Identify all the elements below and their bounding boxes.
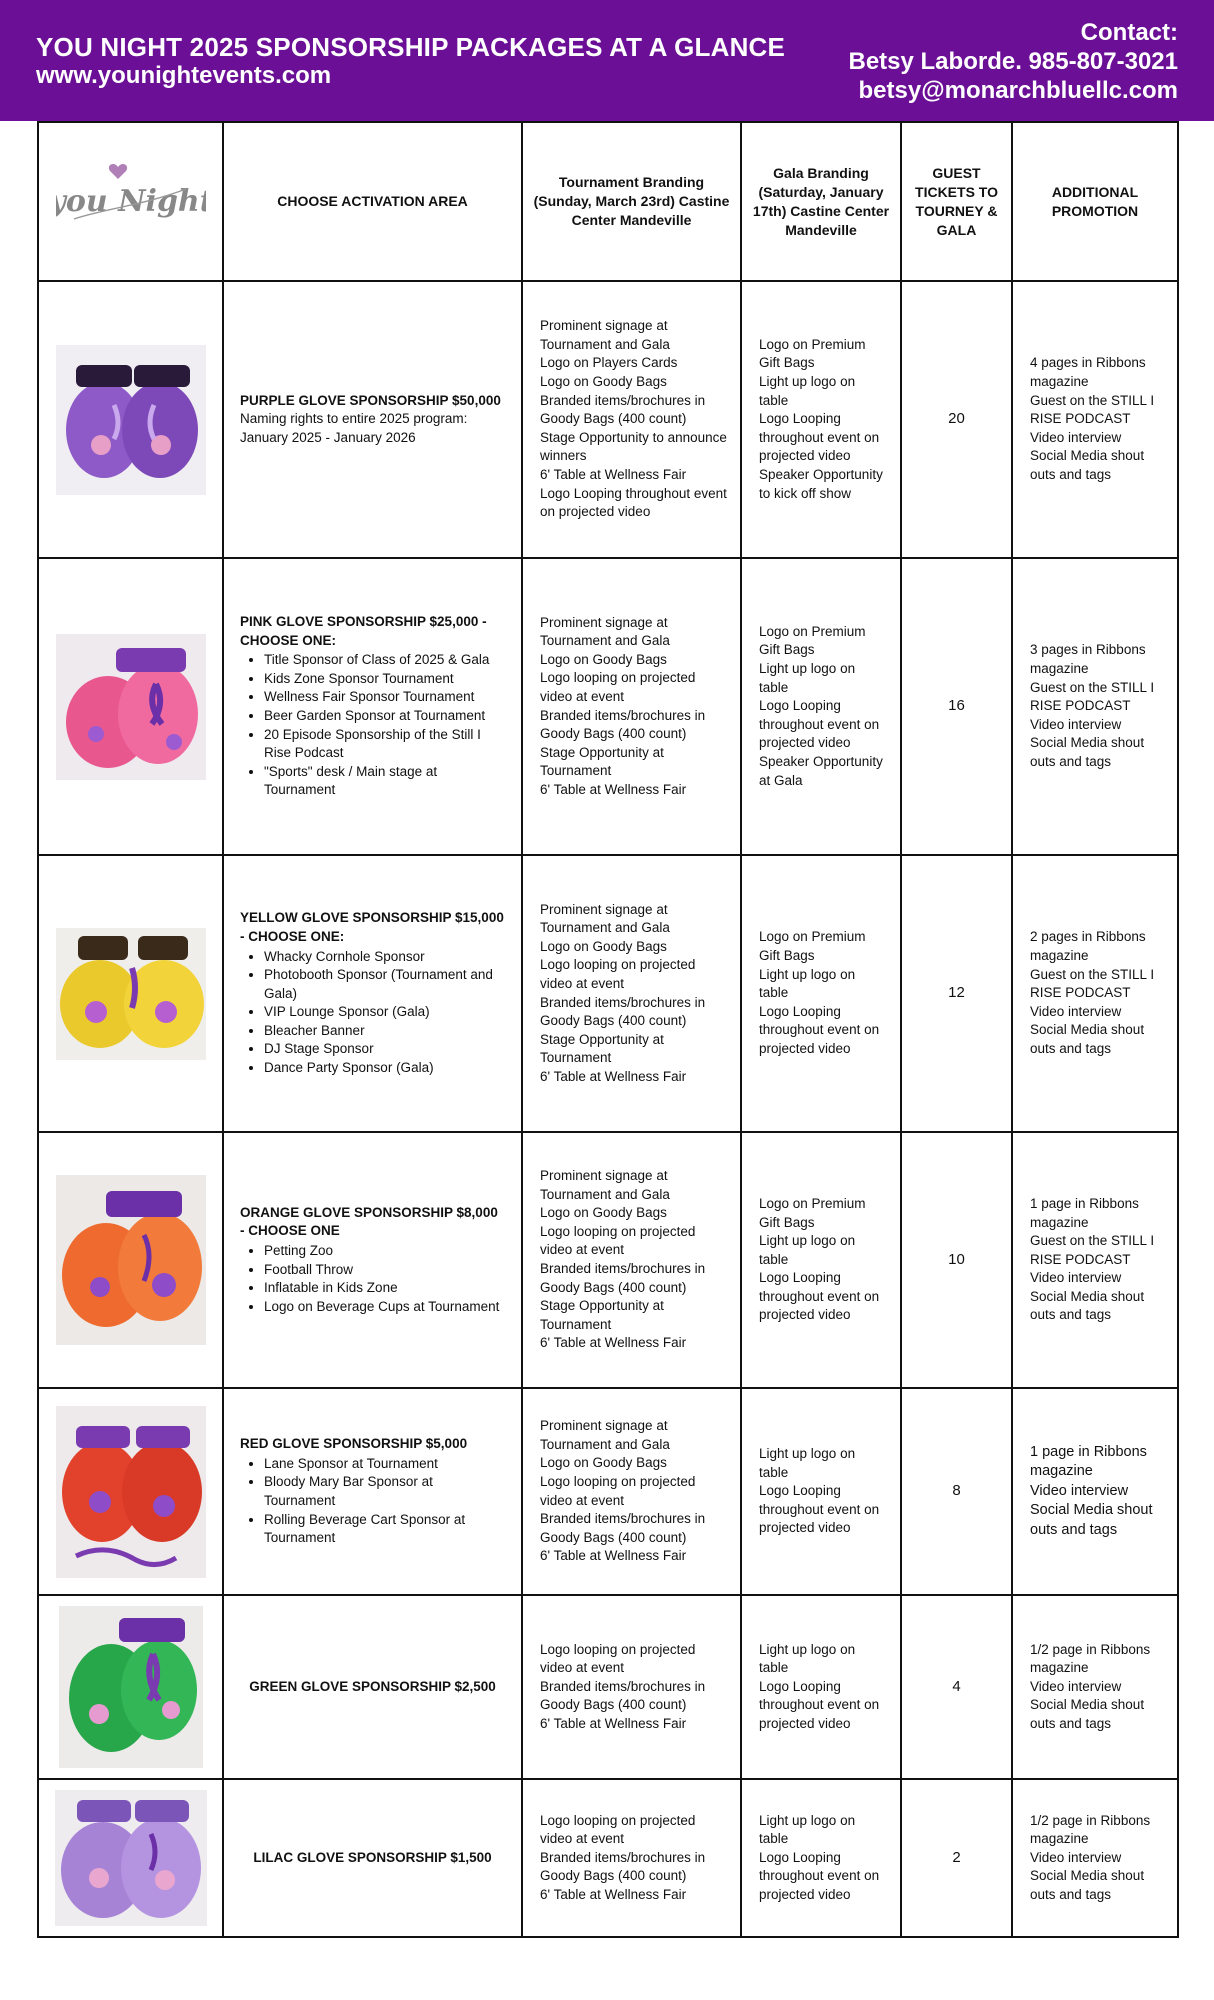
table-row (38, 1388, 1178, 1595)
gala-cell (741, 1779, 901, 1937)
logo-cell (38, 122, 223, 281)
tournament-item: Logo looping on projected video at event (540, 1641, 696, 1676)
promotion-cell (1012, 558, 1178, 855)
gala-item: Logo Looping throughout event on projected video (759, 411, 880, 464)
column-gala: Gala Branding (Saturday, January 17th) Castine Center Mandeville (741, 122, 901, 281)
package-cell (223, 558, 522, 855)
column-activation: CHOOSE ACTIVATION AREA (223, 122, 522, 281)
gala-item: Light up logo on table (759, 1446, 856, 1480)
tournament-item: Logo looping on projected video at event (540, 957, 696, 991)
promotion-item: Social Media shout outs and tags (1030, 1697, 1145, 1731)
promotion-item: Social Media shout outs and tags (1030, 448, 1145, 482)
package-option: • Football Throw (264, 1261, 505, 1280)
glove-image-cell (38, 1595, 223, 1779)
tournament-item: 6' Table at Wellness Fair (540, 1548, 687, 1564)
package-option: • VIP Lounge Sponsor (Gala) (264, 1003, 505, 1022)
website-link[interactable]: www.younightevents.com (36, 62, 332, 89)
package-name: PURPLE GLOVE SPONSORSHIP $50,000 (240, 392, 501, 408)
tickets-count: 2 (901, 1779, 1012, 1937)
package-option: • Title Sponsor of Class of 2025 & Gala (264, 651, 505, 670)
promotion-item: 1 page in Ribbons magazine (1030, 1195, 1139, 1230)
gala-item: Light up logo on table (759, 374, 856, 408)
promotion-item: Social Media shout outs and tags (1030, 1288, 1145, 1323)
tournament-item: 6' Table at Wellness Fair (540, 1886, 687, 1902)
package-option: • Logo on Beverage Cups at Tournament (264, 1298, 505, 1317)
gala-item: Logo Looping throughout event on projected video (759, 698, 880, 751)
tournament-item: Logo on Goody Bags (540, 1205, 667, 1221)
orange-glove-image (56, 1175, 206, 1345)
tournament-item: Stage Opportunity at Tournament (540, 744, 664, 779)
package-name: ORANGE GLOVE SPONSORSHIP $8,000 - CHOOSE ONE (240, 1204, 498, 1239)
lilac-glove-image (55, 1790, 207, 1926)
contact-block (848, 18, 1178, 105)
promotion-cell (1012, 855, 1178, 1132)
tournament-item: Branded items/brochures in Goody Bags (400 count) (540, 392, 706, 427)
gala-item: Light up logo on table (759, 1812, 856, 1847)
gala-item: Speaker Opportunity at Gala (759, 753, 883, 788)
purple-glove-image (56, 345, 206, 495)
tournament-item: Logo Looping throughout event on projected video (540, 485, 727, 520)
tournament-item: 6' Table at Wellness Fair (540, 1068, 687, 1084)
promotion-item: 1 page in Ribbons magazine (1030, 1443, 1147, 1480)
tournament-item: Prominent signage at Tournament and Gala (540, 901, 670, 936)
column-promotion: ADDITIONAL PROMOTION (1012, 122, 1178, 281)
promotion-item: Guest on the STILL I RISE PODCAST (1030, 679, 1155, 714)
promotion-item: Video interview (1030, 1678, 1122, 1694)
gala-item: Logo on Premium Gift Bags (759, 336, 866, 371)
tournament-item: Prominent signage at Tournament and Gala (540, 614, 670, 649)
package-option: • Kids Zone Sponsor Tournament (264, 670, 505, 689)
promotion-cell (1012, 1388, 1178, 1595)
gala-cell (741, 1595, 901, 1779)
gala-item: Logo Looping throughout event on projected video (759, 1003, 880, 1056)
tournament-item: 6' Table at Wellness Fair (540, 781, 687, 797)
page-title: YOU NIGHT 2025 SPONSORSHIP PACKAGES AT A GLANCE (36, 32, 786, 62)
gala-item: Light up logo on table (759, 966, 856, 1001)
gala-cell (741, 1132, 901, 1388)
tournament-item: Prominent signage at Tournament and Gala (540, 318, 670, 352)
package-option: • Wellness Fair Sponsor Tournament (264, 688, 505, 707)
promotion-item: Video interview (1030, 429, 1122, 445)
tournament-cell (522, 1132, 741, 1388)
tournament-item: Logo looping on projected video at event (540, 1812, 696, 1847)
tournament-item: Branded items/brochures in Goody Bags (400 count) (540, 1261, 706, 1295)
promotion-item: 4 pages in Ribbons magazine (1030, 355, 1146, 390)
tournament-cell (522, 1388, 741, 1595)
red-glove-image (56, 1406, 206, 1578)
gala-item: Logo on Premium Gift Bags (759, 929, 866, 964)
promotion-item: Social Media shout outs and tags (1030, 1868, 1145, 1902)
tournament-item: Logo looping on projected video at event (540, 670, 696, 704)
promotion-item: Social Media shout outs and tags (1030, 735, 1145, 769)
table-row (38, 1779, 1178, 1937)
tickets-count: 12 (901, 855, 1012, 1132)
gala-item: Light up logo on table (759, 1233, 856, 1267)
tournament-item: Branded items/brochures in Goody Bags (400 count) (540, 1678, 706, 1713)
promotion-item: Guest on the STILL I RISE PODCAST (1030, 1233, 1155, 1267)
package-options (240, 948, 505, 1078)
package-cell (223, 281, 522, 558)
promotion-item: Video interview (1030, 1003, 1122, 1019)
gala-item: Logo Looping throughout event on projected video (759, 1270, 880, 1323)
table-row (38, 281, 1178, 558)
package-option: • "Sports" desk / Main stage at Tournament (264, 763, 505, 800)
contact-label: Contact: (1080, 19, 1178, 46)
tournament-item: 6' Table at Wellness Fair (540, 1715, 687, 1731)
package-name: LILAC GLOVE SPONSORSHIP $1,500 (253, 1849, 492, 1865)
package-options (240, 651, 505, 800)
tickets-count: 20 (901, 281, 1012, 558)
table-row (38, 558, 1178, 855)
promotion-cell (1012, 1779, 1178, 1937)
package-name: GREEN GLOVE SPONSORSHIP $2,500 (249, 1678, 496, 1694)
package-description: Naming rights to entire 2025 program: January 2025 - January 2026 (240, 411, 468, 445)
column-tournament: Tournament Branding (Sunday, March 23rd) Castine Center Mandeville (522, 122, 741, 281)
promotion-item: Video interview (1030, 1849, 1122, 1865)
tournament-cell (522, 558, 741, 855)
tournament-item: Branded items/brochures in Goody Bags (400 count) (540, 1511, 706, 1545)
glove-image-cell (38, 855, 223, 1132)
package-option: • Whacky Cornhole Sponsor (264, 948, 505, 967)
package-options (240, 1455, 505, 1548)
package-option: • Petting Zoo (264, 1242, 505, 1261)
yellow-glove-image (56, 928, 206, 1060)
promotion-item: Social Media shout outs and tags (1030, 1022, 1145, 1056)
package-option: • Rolling Beverage Cart Sponsor at Tournament (264, 1511, 505, 1548)
gala-item: Logo on Premium Gift Bags (759, 623, 866, 658)
gala-cell (741, 855, 901, 1132)
tournament-item: Logo on Goody Bags (540, 651, 667, 667)
promotion-item: 2 pages in Ribbons magazine (1030, 929, 1146, 964)
tournament-item: Logo on Players Cards (540, 355, 678, 371)
tickets-count: 10 (901, 1132, 1012, 1388)
package-cell (223, 1779, 522, 1937)
package-name: RED GLOVE SPONSORSHIP $5,000 (240, 1436, 468, 1452)
gala-item: Logo Looping throughout event on projected video (759, 1678, 880, 1731)
tickets-count: 8 (901, 1388, 1012, 1595)
glove-image-cell (38, 281, 223, 558)
gala-cell (741, 558, 901, 855)
package-option: • DJ Stage Sponsor (264, 1040, 505, 1059)
package-option: • Lane Sponsor at Tournament (264, 1455, 505, 1474)
gala-item: Light up logo on table (759, 661, 856, 695)
tournament-item: Branded items/brochures in Goody Bags (400 count) (540, 707, 706, 742)
tournament-item: Branded items/brochures in Goody Bags (400 count) (540, 994, 706, 1029)
glove-image-cell (38, 1132, 223, 1388)
gala-item: Logo Looping throughout event on projected video (759, 1483, 880, 1536)
gala-cell (741, 1388, 901, 1595)
gala-item: Logo on Premium Gift Bags (759, 1195, 866, 1230)
package-cell (223, 1388, 522, 1595)
tournament-item: Stage Opportunity at Tournament (540, 1031, 664, 1066)
tournament-cell (522, 281, 741, 558)
tournament-item: Logo on Goody Bags (540, 938, 667, 954)
green-glove-image (59, 1606, 203, 1768)
glove-image-cell (38, 1388, 223, 1595)
tickets-count: 16 (901, 558, 1012, 855)
table-header-row (38, 122, 1178, 281)
tournament-item: Logo on Goody Bags (540, 374, 667, 390)
promotion-item: Social Media shout outs and tags (1030, 1502, 1153, 1538)
column-tickets: GUEST TICKETS TO TOURNEY & GALA (901, 122, 1012, 281)
tournament-item: Logo looping on projected video at event (540, 1223, 696, 1258)
page-header (0, 0, 1214, 121)
package-option: • Bloody Mary Bar Sponsor at Tournament (264, 1473, 505, 1510)
promotion-item: Video interview (1030, 1482, 1129, 1499)
tournament-cell (522, 1595, 741, 1779)
package-option: • Dance Party Sponsor (Gala) (264, 1059, 505, 1078)
promotion-cell (1012, 1132, 1178, 1388)
package-name: PINK GLOVE SPONSORSHIP $25,000 - CHOOSE ONE: (240, 614, 487, 648)
tournament-item: Stage Opportunity at Tournament (540, 1298, 664, 1332)
promotion-item: 3 pages in Ribbons magazine (1030, 642, 1146, 677)
contact-email[interactable]: betsy@monarchbluellc.com (858, 77, 1178, 104)
tournament-item: 6' Table at Wellness Fair (540, 466, 687, 482)
pink-glove-image (56, 634, 206, 780)
contact-name-phone[interactable]: Betsy Laborde. 985-807-3021 (848, 48, 1178, 75)
package-option: • Inflatable in Kids Zone (264, 1279, 505, 1298)
sponsorship-table (37, 121, 1179, 1938)
package-options (240, 1242, 505, 1316)
tournament-cell (522, 1779, 741, 1937)
glove-image-cell (38, 558, 223, 855)
tournament-item: Branded items/brochures in Goody Bags (400 count) (540, 1849, 706, 1884)
promotion-item: 1/2 page in Ribbons magazine (1030, 1641, 1151, 1676)
package-option: • 20 Episode Sponsorship of the Still I Rise Podcast (264, 726, 505, 763)
promotion-item: Video interview (1030, 716, 1122, 732)
package-cell (223, 1595, 522, 1779)
gala-item: Light up logo on table (759, 1641, 856, 1676)
promotion-item: Video interview (1030, 1270, 1122, 1286)
gala-item: Logo Looping throughout event on projected video (759, 1849, 880, 1902)
tournament-item: 6' Table at Wellness Fair (540, 1335, 687, 1351)
tournament-item: Logo looping on projected video at event (540, 1473, 696, 1508)
package-option: • Bleacher Banner (264, 1022, 505, 1041)
table-row (38, 855, 1178, 1132)
package-option: • Beer Garden Sponsor at Tournament (264, 707, 505, 726)
promotion-item: 1/2 page in Ribbons magazine (1030, 1812, 1151, 1847)
table-row (38, 1595, 1178, 1779)
logo-text: you Night (55, 184, 206, 219)
package-cell (223, 855, 522, 1132)
promotion-cell (1012, 1595, 1178, 1779)
package-cell (223, 1132, 522, 1388)
tournament-item: Logo on Goody Bags (540, 1455, 667, 1471)
gala-cell (741, 281, 901, 558)
package-name: YELLOW GLOVE SPONSORSHIP $15,000 - CHOOSE ONE: (240, 910, 504, 944)
promotion-cell (1012, 281, 1178, 558)
gala-item: Speaker Opportunity to kick off show (759, 466, 883, 501)
tournament-item: Prominent signage at Tournament and Gala (540, 1418, 670, 1452)
tournament-item: Stage Opportunity to announce winners (540, 429, 727, 464)
you-night-logo (56, 149, 206, 249)
table-row (38, 1132, 1178, 1388)
package-option: • Photobooth Sponsor (Tournament and Gala) (264, 966, 505, 1003)
tournament-item: Prominent signage at Tournament and Gala (540, 1168, 670, 1202)
glove-image-cell (38, 1779, 223, 1937)
header-left (36, 32, 785, 90)
promotion-item: Guest on the STILL I RISE PODCAST (1030, 392, 1155, 427)
tickets-count: 4 (901, 1595, 1012, 1779)
tournament-cell (522, 855, 741, 1132)
promotion-item: Guest on the STILL I RISE PODCAST (1030, 966, 1155, 1001)
